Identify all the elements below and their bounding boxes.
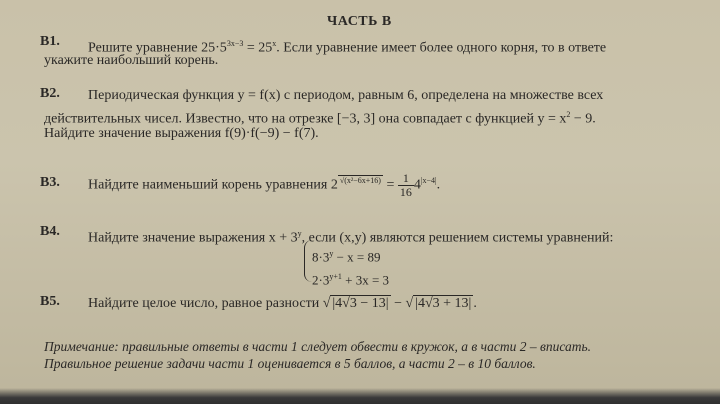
system-eq1 [312, 244, 389, 267]
task-b1-label: В1. [40, 34, 60, 49]
eq2-exp: y+1 [329, 272, 342, 282]
b2-exponent: 2 [566, 110, 571, 119]
eq1-exp: y [329, 249, 334, 258]
b4-text-a: Найдите значение выражения x + 3 [88, 230, 298, 246]
b1-exponent: 3x−3 [226, 39, 244, 48]
task-b5-label: В5. [40, 294, 60, 309]
b5-expr2: |4√3 + 13| [415, 296, 472, 311]
task-b2-line1: Периодическая функция y = f(x) с периодом, равным 6, определена на множестве всех [88, 88, 604, 103]
task-b2-line3: Найдите значение выражения f(9)·f(−9) − f(7). [44, 126, 319, 141]
task-b3-label: В3. [40, 175, 60, 190]
eq2-b: + 3x = 3 [341, 272, 390, 288]
bottom-shadow [0, 388, 720, 404]
b5-end: . [473, 296, 477, 311]
task-b1-line2: укажите наибольший корень. [44, 53, 219, 68]
b3-numerator: 1 [398, 172, 414, 186]
task-b4-label: В4. [40, 224, 60, 239]
b4-exponent: y [297, 229, 302, 238]
b3-base: 4 [413, 177, 421, 193]
b2-text-a: действительных чисел. Известно, что на отрезке [−3, 3] она совпадает с функцией y = x [44, 111, 567, 127]
b3-text: Найдите наименьший корень уравнения 2 [88, 177, 338, 193]
b2-text-b: − 9. [570, 111, 596, 127]
b4-text-b: , если (x,y) являются решением системы уравнений: [301, 230, 614, 246]
b3-denominator: 16 [399, 184, 412, 199]
equation-system [312, 244, 389, 291]
section-title: ЧАСТЬ В [327, 14, 392, 29]
b3-fraction [398, 172, 414, 199]
b3-equals: = [382, 177, 398, 193]
b1-text-c: . Если уравнение имеет более одного корня, то в ответе [276, 40, 607, 56]
task-b5-line: Найдите целое число, равное разности √ |4√3 − 13| − √ |4√3 + 13| . [88, 296, 477, 311]
b5-expr1: |4√3 − 13| [332, 296, 389, 311]
task-b3-line [88, 166, 440, 201]
eq1-a: 8·3 [312, 249, 330, 265]
task-b2-label: В2. [40, 86, 60, 101]
b1-text-a: Решите уравнение 25·5 [88, 40, 227, 56]
note-line2: Правильное решение задачи части 1 оценивается в 5 баллов, а части 2 – в 10 баллов. [44, 356, 536, 371]
b3-rhs-exponent: |x−4| [420, 176, 437, 185]
b5-text: Найдите целое число, равное разности [88, 296, 320, 311]
eq2-a: 2·3 [312, 272, 330, 288]
system-eq2 [312, 267, 389, 290]
b3-exponent-root: √(x²−6x+16) [339, 176, 381, 185]
b3-end: . [436, 177, 441, 193]
note-line1: Примечание: правильные ответы в части 1 следует обвести в кружок, а в части 2 – вписать. [44, 339, 591, 354]
b5-minus: − [390, 296, 406, 311]
b1-text-b: = 25 [243, 40, 273, 56]
b1-exponent-2: x [272, 39, 277, 48]
eq1-b: − x = 89 [333, 249, 381, 265]
